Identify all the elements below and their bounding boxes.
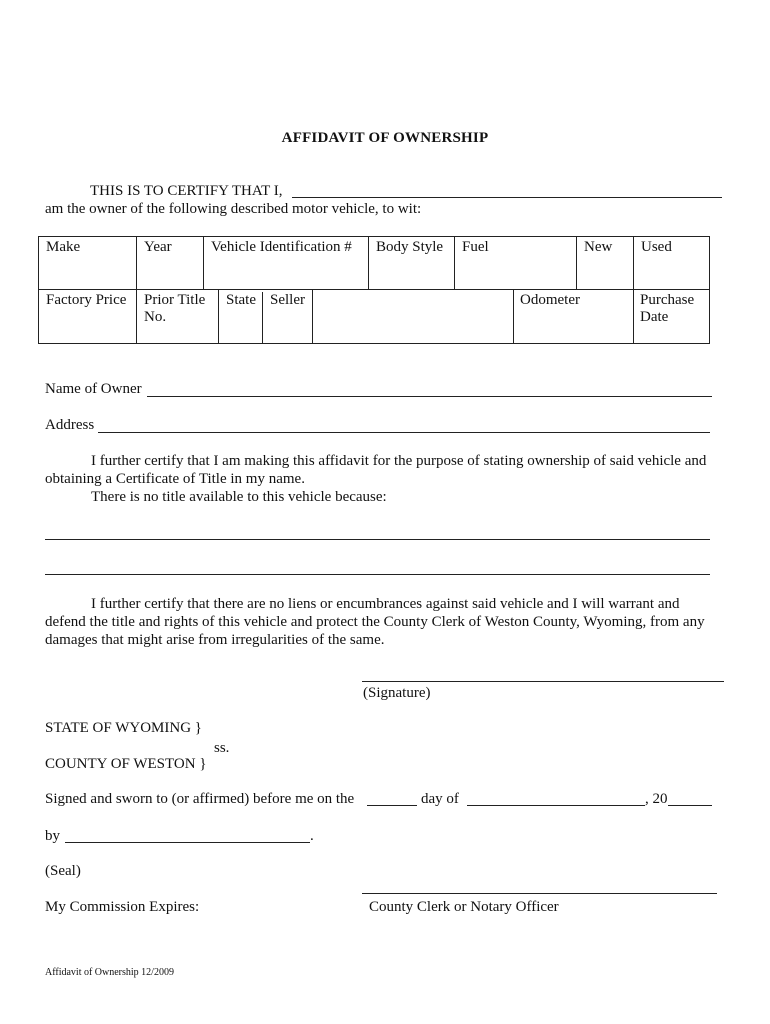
paragraph1-line2: obtaining a Certificate of Title in my name. bbox=[45, 471, 305, 487]
vehicle-row-1 bbox=[39, 237, 710, 290]
paragraph2-line1: I further certify that there are no liens or encumbrances against said vehicle and I will warrant and bbox=[91, 596, 680, 612]
by-label: by bbox=[45, 828, 60, 844]
by-line[interactable] bbox=[65, 842, 310, 843]
sworn-label: Signed and sworn to (or affirmed) before me on the bbox=[45, 791, 355, 807]
cell-year[interactable]: Year bbox=[137, 237, 204, 290]
paragraph2-line3: damages that might arise from irregularities of the same. bbox=[45, 632, 385, 648]
cell-prior-title-no[interactable]: Prior Title No. bbox=[137, 290, 219, 344]
cell-odometer[interactable]: Odometer bbox=[514, 290, 634, 344]
cell-factory-price[interactable]: Factory Price bbox=[39, 290, 137, 344]
venue-ss: ss. bbox=[214, 740, 230, 756]
cell-used[interactable]: Used bbox=[634, 237, 710, 290]
certify-label: THIS IS TO CERTIFY THAT I, bbox=[90, 183, 283, 199]
reason-line-2[interactable] bbox=[45, 574, 710, 575]
cell-make[interactable]: Make bbox=[39, 237, 137, 290]
name-of-owner-label: Name of Owner bbox=[45, 381, 142, 397]
seal-label: (Seal) bbox=[45, 863, 81, 879]
address-line[interactable] bbox=[98, 432, 710, 433]
name-of-owner-line[interactable] bbox=[147, 396, 712, 397]
sworn-day-of-label: day of bbox=[421, 791, 459, 807]
cell-purchase-date[interactable]: Purchase Date bbox=[634, 290, 710, 344]
form-footer: Affidavit of Ownership 12/2009 bbox=[45, 967, 174, 978]
cell-fuel[interactable]: Fuel bbox=[455, 237, 577, 290]
paragraph2-line2: defend the title and rights of this vehicle and protect the County Clerk of Weston County, Wyoming, from any bbox=[45, 614, 705, 630]
officer-signature-line[interactable] bbox=[362, 893, 717, 894]
sworn-day-line[interactable] bbox=[367, 805, 417, 806]
sworn-month-line[interactable] bbox=[467, 805, 645, 806]
cell-new[interactable]: New bbox=[577, 237, 634, 290]
cell-vin[interactable]: Vehicle Identification # bbox=[204, 237, 369, 290]
address-label: Address bbox=[45, 417, 95, 433]
cell-body-style[interactable]: Body Style bbox=[369, 237, 455, 290]
venue-county: COUNTY OF WESTON } bbox=[45, 756, 207, 772]
cell-seller-label[interactable]: Seller bbox=[262, 292, 305, 343]
cell-state-seller-group bbox=[219, 290, 313, 344]
venue-state: STATE OF WYOMING } bbox=[45, 720, 202, 736]
paragraph1-line1: I further certify that I am making this affidavit for the purpose of stating ownership of said vehicle and bbox=[91, 453, 707, 469]
paragraph1-line3: There is no title available to this vehicle because: bbox=[91, 489, 387, 505]
vehicle-row-2 bbox=[39, 290, 710, 344]
certifier-name-line[interactable] bbox=[292, 197, 722, 198]
cell-state-label[interactable]: State bbox=[226, 292, 256, 308]
cell-seller-space[interactable] bbox=[313, 290, 514, 344]
reason-line-1[interactable] bbox=[45, 539, 710, 540]
officer-label: County Clerk or Notary Officer bbox=[369, 899, 559, 915]
document-title: AFFIDAVIT OF OWNERSHIP bbox=[281, 130, 489, 146]
signature-label: (Signature) bbox=[363, 685, 431, 701]
vehicle-details-table bbox=[38, 236, 710, 344]
signature-line[interactable] bbox=[362, 681, 724, 682]
sworn-year-line[interactable] bbox=[668, 805, 712, 806]
commission-expires-label: My Commission Expires: bbox=[45, 899, 200, 915]
by-end-period: . bbox=[310, 828, 314, 844]
owner-statement: am the owner of the following described motor vehicle, to wit: bbox=[45, 201, 422, 217]
sworn-year-label: , 20 bbox=[645, 791, 668, 807]
